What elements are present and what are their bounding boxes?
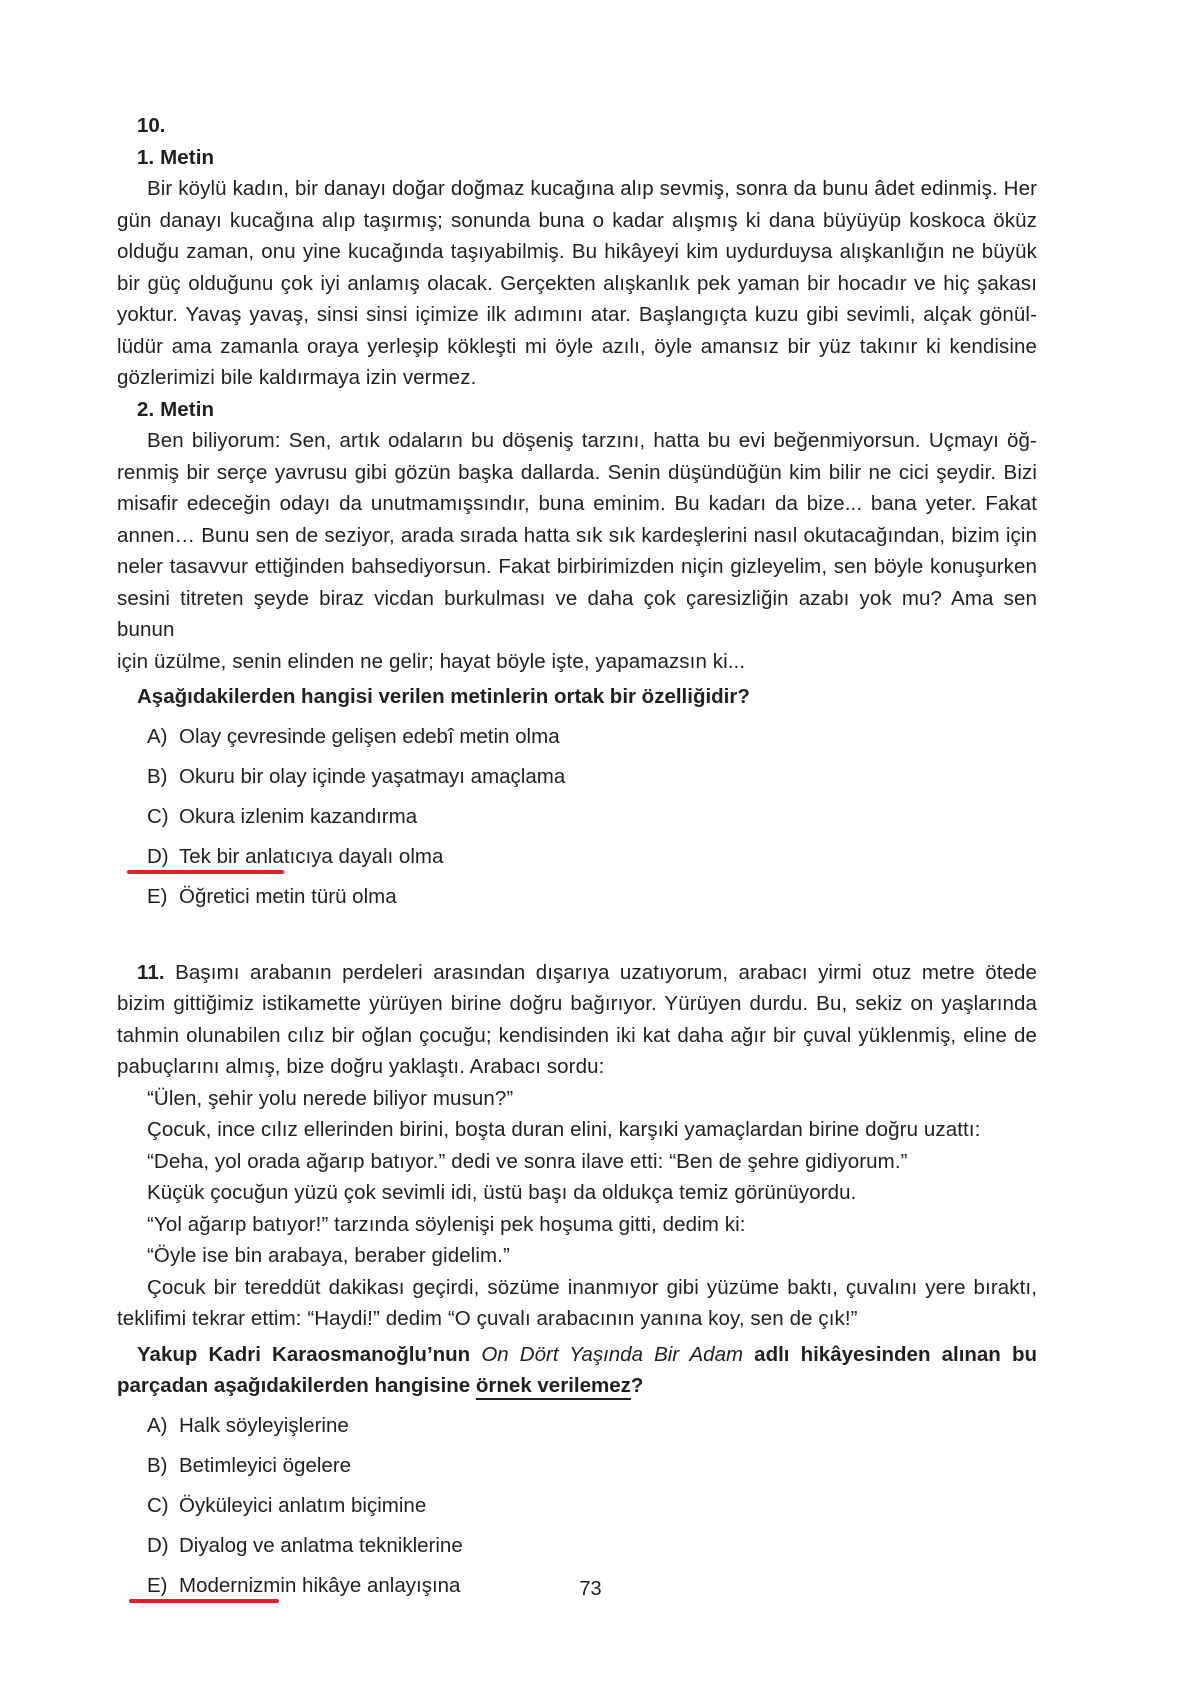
text-line: tahmin olunabilen cılız bir oğlan çocuğu; kendisinden iki kat daha ağır bir çuval yüklenmiş, eline de [117, 1023, 1037, 1047]
answer-options [117, 717, 1037, 917]
text-line: Küçük çocuğun yüzü çok sevimli idi, üstü başı da oldukça temiz görünüyordu. [147, 1181, 857, 1204]
text-line: için üzülme, senin elinden ne gelir; hayat böyle işte, yapamazsın ki... [117, 649, 746, 673]
text-line: pabuçlarını almış, bize doğru yaklaştı. Arabacı sordu: [117, 1055, 605, 1078]
option-letter: C) [147, 1493, 169, 1517]
answer-underline-mark [127, 870, 284, 874]
option-text: Modernizmin hikâye anlayışına [179, 1573, 461, 1597]
page-number: 73 [579, 1578, 602, 1600]
text-line: “Öyle ise bin arabaya, beraber gidelim.” [147, 1244, 510, 1267]
text1-body [117, 173, 1037, 394]
option-c[interactable] [117, 797, 1037, 837]
option-text: Diyalog ve anlatma tekniklerine [179, 1533, 463, 1557]
text-line: sesini titreten şeyde biraz vicdan burkulması ve daha çok çaresizliğin azabı yok mu? Ama sen bunun [117, 586, 1037, 641]
text-line: Ben biliyorum: Sen, artık odaların bu döşeniş tarzını, hatta bu evi beğenmiyorsun. Uçmayı öğ- [147, 429, 1037, 452]
text-line: “Ülen, şehir yolu nerede biliyor musun?” [147, 1086, 514, 1110]
option-text: Okura izlenim kazandırma [179, 804, 418, 828]
text-line: bizim gittiğimiz istikamette yürüyen birine doğru bağırıyor. Yürüyen durdu. Bu, sekiz on yaşlarında [117, 992, 1037, 1015]
option-text: Tek bir anlatıcıya dayalı olma [179, 844, 444, 868]
text-line [117, 957, 1037, 989]
text2-body [117, 425, 1037, 677]
emphasis-underlined: örnek verilemez [475, 1374, 631, 1397]
spacer [117, 917, 1037, 957]
text-line: renmiş bir serçe yavrusu gibi gözün başka dallarda. Senin düşündüğün kim bilir ne cici şeydir. Bizi [117, 460, 1037, 484]
option-letter: E) [147, 1573, 168, 1597]
question-number: 10. [137, 114, 166, 137]
question-text: parçadan aşağıdakilerden hangisine [117, 1374, 476, 1397]
option-d[interactable] [117, 837, 1037, 877]
question-10 [117, 110, 1037, 917]
text-line: annen… Bunu sen de seziyor, arada sırada hatta sık sık kardeşlerini nasıl okutacağından, bizim için [117, 523, 1037, 547]
option-letter: A) [147, 1413, 168, 1437]
option-text: Olay çevresinde gelişen edebî metin olma [179, 724, 560, 748]
text-line: neler tasavvur ettiğinden bahsediyorsun. Fakat birbirimizden niçin gizleyelim, sen böyle konuşurken [117, 555, 1037, 578]
question-11 [117, 957, 1037, 1606]
option-text: Betimleyici ögelere [179, 1453, 352, 1477]
text-line: Bir köylü kadın, bir danayı doğar doğmaz kucağına alıp sevmiş, sonra da bunu âdet edinmiş. Her [147, 177, 1037, 200]
text-line: yoktur. Yavaş yavaş, sinsi sinsi içimize ilk adımını atar. Başlangıçta kuzu gibi sevimli, alçak gönül- [117, 303, 1037, 326]
page-content [117, 110, 1037, 1606]
text-line: gün danayı kucağına alıp taşırmış; sonunda buna o kadar alışmış ki dana büyüyüp koskoca öküz [117, 208, 1037, 232]
answer-options [117, 1406, 1037, 1606]
option-b[interactable] [117, 1446, 1037, 1486]
text1-title: 1. Metin [137, 145, 215, 169]
text-line-content: Başımı arabanın perdeleri arasından dışarıya uzatıyorum, arabacı yirmi otuz metre ötede [175, 960, 1038, 984]
option-b[interactable] [117, 757, 1037, 797]
text2-title: 2. Metin [137, 397, 215, 421]
option-letter: A) [147, 724, 168, 748]
option-text: Halk söyleyişlerine [179, 1413, 349, 1437]
text-line: Çocuk, ince cılız ellerinden birini, boşta duran elini, karşıki yamaçlardan birine doğru uzattı: [147, 1118, 981, 1141]
question-text: Yakup Kadri Karaosmanoğlu’nun [137, 1342, 482, 1366]
question-text: adlı hikâyesinden alınan bu [743, 1342, 1037, 1366]
text-line: bir güç olduğunu çok iyi anlamış olacak. Gerçekten alışkanlık pek yaman bir hocadır ve hiç şakası [117, 271, 1037, 295]
option-e[interactable] [117, 877, 1037, 917]
option-letter: C) [147, 804, 169, 828]
text-line: “Deha, yol orada ağarıp batıyor.” dedi ve sonra ilave etti: “Ben de şehre gidiyorum.” [147, 1149, 908, 1173]
question-prompt: Aşağıdakilerden hangisi verilen metinlerin ortak bir özelliğidir? [137, 685, 750, 708]
text-line: gözlerimizi bile kaldırmaya izin vermez. [117, 366, 477, 389]
option-letter: D) [147, 844, 169, 868]
option-a[interactable] [117, 1406, 1037, 1446]
question-number: 11. [137, 960, 165, 984]
option-text: Okuru bir olay içinde yaşatmayı amaçlama [179, 764, 566, 788]
question-prompt [117, 1339, 1037, 1402]
question-text: ? [630, 1374, 644, 1397]
text-line: teklifimi tekrar ettim: “Haydi!” dedim “O çuvalı arabacının yanına koy, sen de çık!” [117, 1307, 858, 1330]
option-text: Öğretici metin türü olma [179, 884, 397, 908]
option-letter: D) [147, 1533, 169, 1557]
question-line [117, 1370, 1037, 1402]
option-d[interactable] [117, 1526, 1037, 1566]
option-a[interactable] [117, 717, 1037, 757]
text-line: “Yol ağarıp batıyor!” tarzında söylenişi pek hoşuma gitti, dedim ki: [147, 1212, 746, 1236]
question-line [117, 1339, 1037, 1371]
option-text: Öyküleyici anlatım biçimine [179, 1493, 427, 1517]
option-letter: E) [147, 884, 168, 908]
text-line: olduğu zaman, onu yine kucağında taşıyabilmiş. Bu hikâyeyi kim uydurduysa alışkanlığın ne büyük [117, 240, 1037, 263]
option-letter: B) [147, 764, 168, 788]
option-c[interactable] [117, 1486, 1037, 1526]
text-line: lüdür ama zamanla oraya yerleşip kökleşti mi öyle azılı, öyle amansız bir yüz takınır ki kendisine [117, 334, 1037, 358]
option-letter: B) [147, 1453, 168, 1477]
story-title: On Dört Yaşında Bir Adam [481, 1342, 744, 1366]
text-line: misafir edeceğin odayı da unutmamışsındır, buna eminim. Bu kadarı da bize... bana yeter. Fakat [117, 492, 1037, 515]
text-line: Çocuk bir tereddüt dakikası geçirdi, sözüme inanmıyor gibi yüzüme baktı, çuvalını yere bıraktı, [147, 1275, 1037, 1299]
